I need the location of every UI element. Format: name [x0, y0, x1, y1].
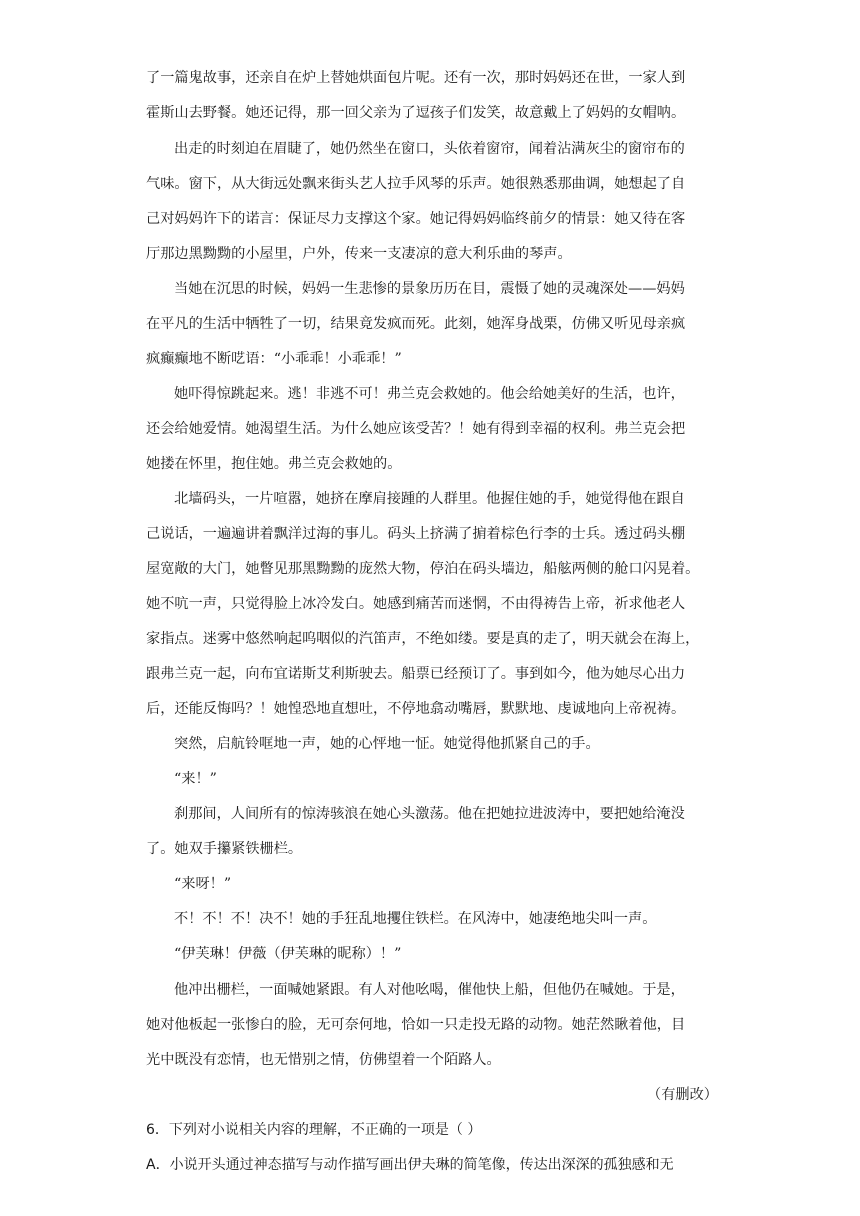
passage-line: 己说话，一遍遍讲着飘洋过海的事儿。码头上挤满了掮着棕色行李的士兵。透过码头棚	[146, 526, 686, 542]
passage-line: 屋宽敞的大门，她瞥见那黑黝黝的庞然大物，停泊在码头墙边，船舷两侧的舱口闪晃着。	[146, 561, 700, 577]
passage-line: 己对妈妈许下的诺言：保证尽力支撑这个家。她记得妈妈临终前夕的情景：她又待在客	[146, 211, 686, 227]
passage-line: 疯癫癫地不断呓语：“小乖乖！小乖乖！”	[146, 351, 402, 367]
passage-line: 在平凡的生活中牺牲了一切，结果竟发疯而死。此刻，她浑身战栗，仿佛又听见母亲疯	[146, 316, 686, 332]
passage-line: 她吓得惊跳起来。逃！非逃不可！弗兰克会救她的。他会给她美好的生活，也许，	[174, 386, 685, 402]
passage-line: 后，还能反悔吗？！她惶恐地直想吐，不停地翕动嘴唇，默默地、虔诚地向上帝祝祷。	[146, 701, 686, 717]
passage-line: 了一篇鬼故事，还亲自在炉上替她烘面包片呢。还有一次，那时妈妈还在世，一家人到	[146, 70, 686, 86]
passage-line: 他冲出栅栏，一面喊她紧跟。有人对他吆喝，催他快上船，但他仍在喊她。于是，	[174, 982, 685, 998]
passage-line: 气味。窗下，从大街远处飘来街头艺人拉手风琴的乐声。她很熟悉那曲调，她想起了自	[146, 176, 686, 192]
passage-line: 北墙码头，一片喧嚣，她挤在摩肩接踵的人群里。他握住她的手，她觉得他在跟自	[174, 491, 685, 507]
passage-line: 她搂在怀里，抱住她。弗兰克会救她的。	[146, 456, 402, 472]
passage-line: 出走的时刻迫在眉睫了，她仍然坐在窗口，头依着窗帘，闻着沾满灰尘的窗帘布的	[174, 141, 685, 157]
passage-line: 她对他板起一张惨白的脸，无可奈何地，恰如一只走投无路的动物。她茫然瞅着他，目	[146, 1017, 686, 1033]
passage-line: 她不吭一声，只觉得脸上冰冷发白。她感到痛苦而迷惘，不由得祷告上帝，祈求他老人	[146, 596, 686, 612]
passage-line: 突然，启航铃哐地一声，她的心怦地一怔。她觉得他抓紧自己的手。	[174, 736, 600, 752]
edit-note: （有删改）	[647, 1087, 718, 1103]
passage-line: 家指点。迷雾中悠然响起呜咽似的汽笛声，不绝如缕。要是真的走了，明天就会在海上，	[146, 631, 700, 647]
passage-line: 厅那边黑黝黝的小屋里，户外，传来一支凄凉的意大利乐曲的琴声。	[146, 246, 572, 262]
passage-line: 霍斯山去野餐。她还记得，那一回父亲为了逗孩子们发笑，故意戴上了妈妈的女帽呐。	[146, 105, 686, 121]
passage-line: “来呀！”	[174, 876, 232, 892]
passage-line: 跟弗兰克一起，向布宜诺斯艾利斯驶去。船票已经预订了。事到如今，他为她尽心出力	[146, 666, 686, 682]
passage-line: 光中既没有恋情，也无惜别之情，仿佛望着一个陌路人。	[146, 1052, 501, 1068]
passage-line: 了。她双手攥紧铁栅栏。	[146, 841, 303, 857]
passage-line: 还会给她爱情。她渴望生活。为什么她应该受苦？！她有得到幸福的权利。弗兰克会把	[146, 421, 686, 437]
passage-line: 刹那间，人间所有的惊涛骇浪在她心头激荡。他在把她拉进波涛中，要把她给淹没	[174, 806, 685, 822]
question-option-a: A．小说开头通过神态描写与动作描写画出伊夫琳的简笔像，传达出深深的孤独感和无	[146, 1157, 674, 1173]
question-stem: 6．下列对小说相关内容的理解，不正确的一项是（ ）	[146, 1122, 482, 1138]
passage-line: 当她在沉思的时候，妈妈一生悲惨的景象历历在目，震慑了她的灵魂深处——妈妈	[174, 281, 685, 297]
passage-line: 不！不！不！决不！她的手狂乱地攫住铁栏。在风涛中，她凄绝地尖叫一声。	[174, 911, 657, 927]
passage-line: “来！”	[174, 771, 217, 787]
passage-line: “伊芙琳！伊薇（伊芙琳的昵称）！”	[174, 946, 402, 962]
